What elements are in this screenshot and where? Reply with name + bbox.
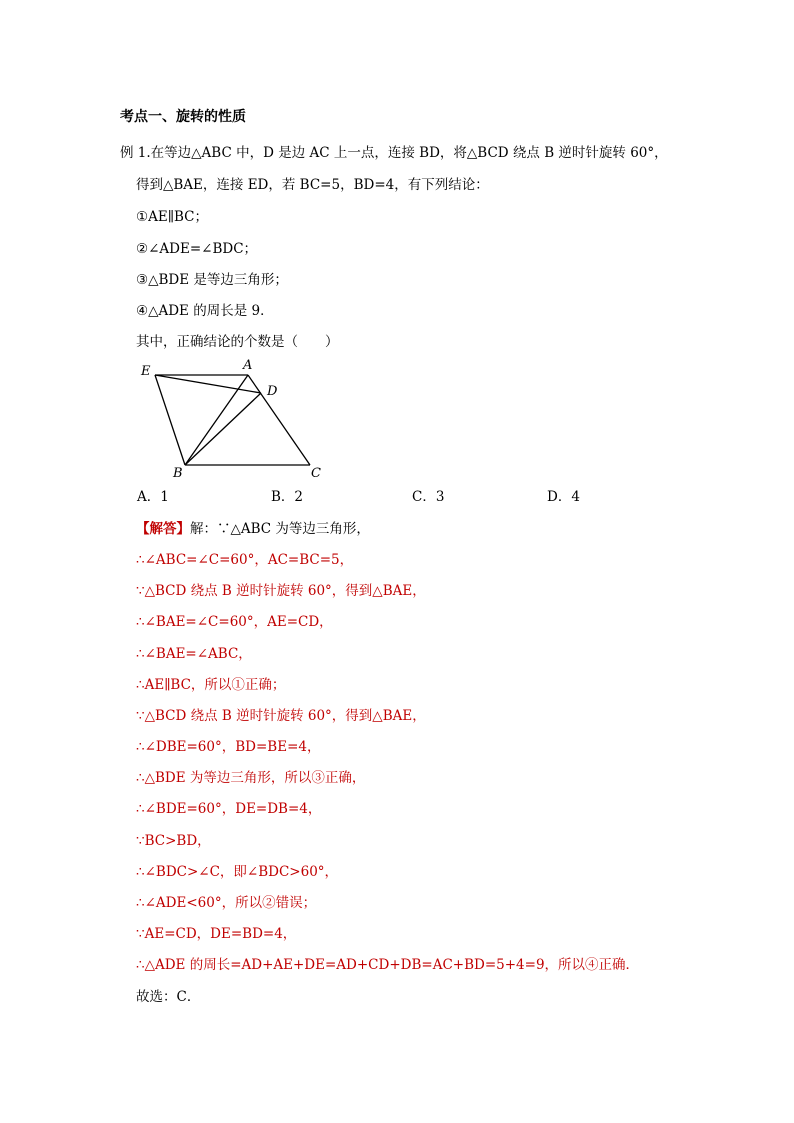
solution-line: ∴AE∥BC，所以①正确； (136, 677, 286, 693)
option-b: B．2 (271, 489, 304, 505)
conclusion-3: ③△BDE 是等边三角形； (136, 272, 288, 288)
solution-line: ∵AE=CD，DE=BD=4， (136, 926, 297, 942)
question-line-1: 例 1.在等边△ABC 中，D 是边 AC 上一点，连接 BD，将△BCD 绕点 B 逆时针旋转 60°， (120, 145, 668, 161)
solution-line: ∴∠DBE=60°，BD=BE=4， (136, 739, 321, 755)
label-a: A (243, 358, 253, 373)
solution-tag: 【解答】 (136, 521, 190, 537)
solution-line: ∵△BCD 绕点 B 逆时针旋转 60°，得到△BAE， (136, 583, 426, 599)
label-b: B (173, 466, 183, 481)
label-d: D (267, 384, 278, 399)
label-e: E (141, 364, 151, 379)
solution-line: ∴∠BAE=∠C=60°，AE=CD， (136, 614, 333, 630)
solution-line: ∴∠ADE<60°，所以②错误； (136, 895, 317, 911)
solution-line: ∵BC>BD， (136, 833, 211, 849)
segment-bd (185, 393, 261, 465)
solution-line: ∴△ADE 的周长=AD+AE+DE=AD+CD+DB=AC+BD=5+4=9，所以④正确． (136, 957, 640, 973)
label-c: C (311, 466, 321, 481)
conclusion-2: ②∠ADE=∠BDC； (136, 241, 258, 257)
geometry-figure (135, 355, 335, 485)
section-title: 考点一、旋转的性质 (120, 109, 246, 125)
option-a: A．1 (137, 489, 169, 505)
segment-eb (155, 375, 185, 465)
solution-answer: 故选：C． (136, 989, 201, 1005)
segment-ab (185, 375, 248, 465)
segment-ed (155, 375, 261, 393)
solution-line: ∴△BDE 为等边三角形，所以③正确， (136, 770, 366, 786)
question-line-2: 得到△BAE，连接 ED，若 BC=5，BD=4，有下列结论： (136, 177, 489, 193)
segment-ac (248, 375, 310, 465)
option-c: C．3 (412, 489, 445, 505)
solution-intro-line (136, 520, 370, 538)
question-prompt: 其中，正确结论的个数是（ ） (136, 334, 339, 350)
solution-line: ∵△BCD 绕点 B 逆时针旋转 60°，得到△BAE， (136, 708, 426, 724)
conclusion-1: ①AE∥BC； (136, 209, 208, 225)
solution-line: ∴∠ABC=∠C=60°，AC=BC=5， (136, 552, 354, 568)
option-d: D．4 (547, 489, 580, 505)
conclusion-4: ④△ADE 的周长是 9． (136, 303, 274, 319)
solution-intro: 解：∵△ABC 为等边三角形， (190, 521, 370, 537)
solution-line: ∴∠BAE=∠ABC， (136, 646, 252, 662)
solution-line: ∴∠BDE=60°，DE=DB=4， (136, 801, 322, 817)
solution-line: ∴∠BDC>∠C，即∠BDC>60°， (136, 864, 339, 880)
